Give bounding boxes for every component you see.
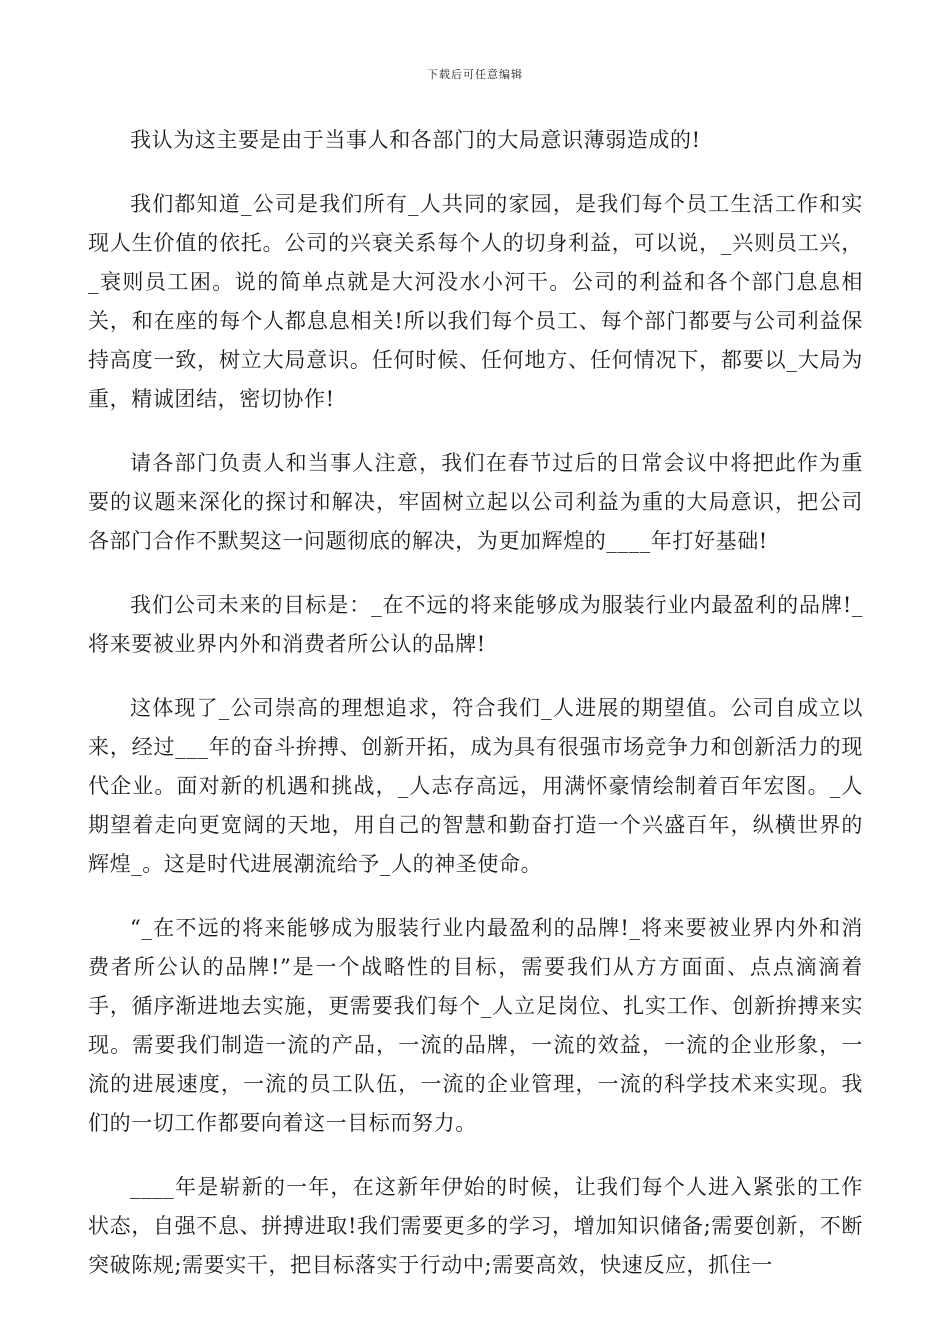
- paragraph: 这体现了_公司崇高的理想追求，符合我们_人进展的期望值。公司自成立以来，经过___年的奋斗拚搏、创新开拓，成为具有很强市场竞争力和创新活力的现代企业。面对新的机遇和挑战，_人志存高远，用满怀豪情绘制着百年宏图。_人期望着走向更宽阔的天地，用自己的智慧和勤奋打造一个兴盛百年，纵横世界的辉煌_。这是时代进展潮流给予_人的神圣使命。: [88, 696, 863, 876]
- paragraph: 我们公司未来的目标是：_在不远的将来能够成为服装行业内最盈利的品牌!_将来要被业界内外和消费者所公认的品牌!: [88, 593, 863, 656]
- paragraph: “_在不远的将来能够成为服装行业内最盈利的品牌!_将来要被业界内外和消费者所公认的品牌!”是一个战略性的目标，需要我们从方方面面、点点滴滴着手，循序渐进地去实施，更需要我们每个_人立足岗位、扎实工作、创新拚搏来实现。需要我们制造一流的产品，一流的品牌，一流的效益，一流的企业形象，一流的进展速度，一流的员工队伍，一流的企业管理，一流的科学技术来实现。我们的一切工作都要向着这一目标而努力。: [88, 916, 863, 1135]
- paragraph: ____年是崭新的一年，在这新年伊始的时候，让我们每个人进入紧张的工作状态，自强不息、拼搏进取!我们需要更多的学习，增加知识储备;需要创新，不断突破陈规;需要实干，把目标落实于行动中;需要高效，快速反应，抓住一: [88, 1175, 863, 1277]
- page-header: 下载后可任意编辑: [427, 68, 523, 81]
- paragraph: 我们都知道_公司是我们所有_人共同的家园，是我们每个员工生活工作和实现人生价值的依托。公司的兴衰关系每个人的切身利益，可以说，_兴则员工兴，_衰则员工困。说的简单点就是大河没水小河干。公司的利益和各个部门息息相关，和在座的每个人都息息相关!所以我们每个员工、每个部门都要与公司利益保持高度一致，树立大局意识。任何时候、任何地方、任何情况下，都要以_大局为重，精诚团结，密切协作!: [88, 192, 863, 411]
- document-body: [88, 121, 863, 1310]
- paragraph: 我认为这主要是由于当事人和各部门的大局意识薄弱造成的!: [130, 128, 701, 152]
- paragraph: 请各部门负责人和当事人注意，我们在春节过后的日常会议中将把此作为重要的议题来深化的探讨和解决，牢固树立起以公司利益为重的大局意识，把公司各部门合作不默契这一问题彻底的解决，为更加辉煌的____年打好基础!: [88, 451, 863, 553]
